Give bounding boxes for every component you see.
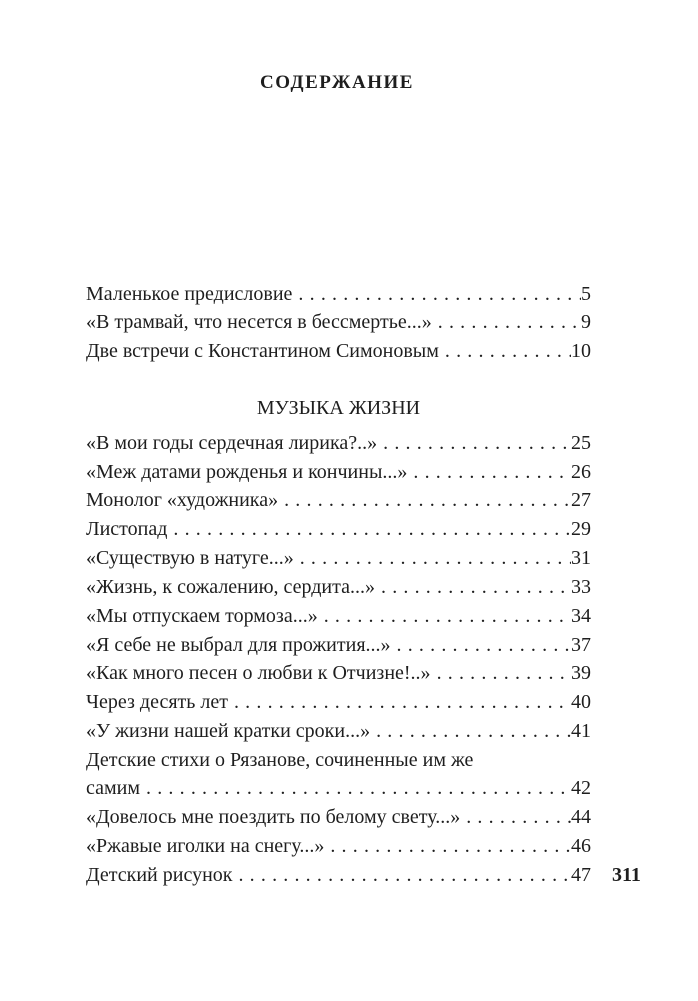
dot-leader <box>298 280 581 309</box>
entry-title: «Ржавые иголки на снегу...» <box>86 835 325 857</box>
dot-leader <box>146 774 571 803</box>
dot-leader <box>330 832 571 861</box>
entry-page: 10 <box>571 340 591 362</box>
toc-entry <box>86 280 591 309</box>
toc-entry <box>86 486 591 515</box>
dot-leader <box>438 308 581 337</box>
entry-title: «Я себе не выбрал для прожития...» <box>86 634 391 656</box>
entry-title: «Как много песен о любви к Отчизне!..» <box>86 662 431 684</box>
dot-leader <box>173 515 571 544</box>
entry-title: Листопад <box>86 518 168 540</box>
toc-entry <box>86 832 591 861</box>
entry-page: 26 <box>571 461 591 483</box>
entry-page: 41 <box>571 720 591 742</box>
dot-leader <box>238 861 571 890</box>
toc-entry <box>86 803 591 832</box>
toc-entry-line2 <box>86 774 591 803</box>
dot-leader <box>381 573 571 602</box>
section-heading: МУЗЫКА ЖИЗНИ <box>256 397 421 419</box>
entry-page: 47 <box>571 864 591 886</box>
entry-title: «В мои годы сердечная лирика?..» <box>86 432 378 454</box>
entry-page: 27 <box>571 489 591 511</box>
entry-title: «Мы отпускаем тормоза...» <box>86 605 318 627</box>
page-number: 311 <box>612 864 641 886</box>
entry-title: «Жизнь, к сожалению, сердита...» <box>86 576 375 598</box>
toc-entry <box>86 458 591 487</box>
dot-leader <box>324 602 571 631</box>
entry-page: 37 <box>571 634 591 656</box>
entry-title-continued: самим <box>86 777 141 799</box>
entry-page: 31 <box>571 547 591 569</box>
entry-title: «У жизни нашей кратки сроки...» <box>86 720 371 742</box>
entry-page: 33 <box>571 576 591 598</box>
entry-page: 9 <box>581 311 591 333</box>
toc-entry <box>86 602 591 631</box>
toc-entry <box>86 337 591 366</box>
entry-page: 39 <box>571 662 591 684</box>
entry-page: 34 <box>571 605 591 627</box>
entry-page: 46 <box>571 835 591 857</box>
dot-leader <box>234 688 571 717</box>
dot-leader <box>376 717 571 746</box>
entry-title: «Меж датами рожденья и кончины...» <box>86 461 408 483</box>
entry-title: «Существую в натуге...» <box>86 547 294 569</box>
entry-page: 44 <box>571 806 591 828</box>
toc-entry <box>86 631 591 660</box>
dot-leader <box>437 659 571 688</box>
dot-leader <box>284 486 571 515</box>
toc-entry <box>86 573 591 602</box>
entry-title: Две встречи с Константином Симоновым <box>86 340 439 362</box>
page-title: СОДЕРЖАНИЕ <box>260 72 414 93</box>
dot-leader <box>445 337 571 366</box>
dot-leader <box>466 803 571 832</box>
entry-title: «В трамвай, что несется в бессмертье...» <box>86 311 432 333</box>
entry-page: 29 <box>571 518 591 540</box>
entry-page: 5 <box>581 283 591 305</box>
dot-leader <box>413 458 571 487</box>
entry-page: 40 <box>571 691 591 713</box>
entry-title: Детские стихи о Рязанове, сочиненные им же <box>86 749 474 771</box>
entry-page: 42 <box>571 777 591 799</box>
toc-entry <box>86 544 591 573</box>
toc-entry <box>86 429 591 458</box>
entry-title: «Довелось мне поездить по белому свету...» <box>86 806 461 828</box>
toc-entry <box>86 717 591 746</box>
dot-leader <box>300 544 571 573</box>
toc-entry-line1 <box>86 746 591 775</box>
entry-title: Маленькое предисловие <box>86 283 293 305</box>
toc-entry <box>86 515 591 544</box>
entry-page: 25 <box>571 432 591 454</box>
entry-title: Через десять лет <box>86 691 228 713</box>
toc-entry <box>86 861 591 890</box>
entry-title: Детский рисунок <box>86 864 233 886</box>
entry-title: Монолог «художника» <box>86 489 279 511</box>
toc-entry <box>86 308 591 337</box>
toc-entry <box>86 659 591 688</box>
toc-entry <box>86 688 591 717</box>
dot-leader <box>383 429 571 458</box>
dot-leader <box>397 631 571 660</box>
